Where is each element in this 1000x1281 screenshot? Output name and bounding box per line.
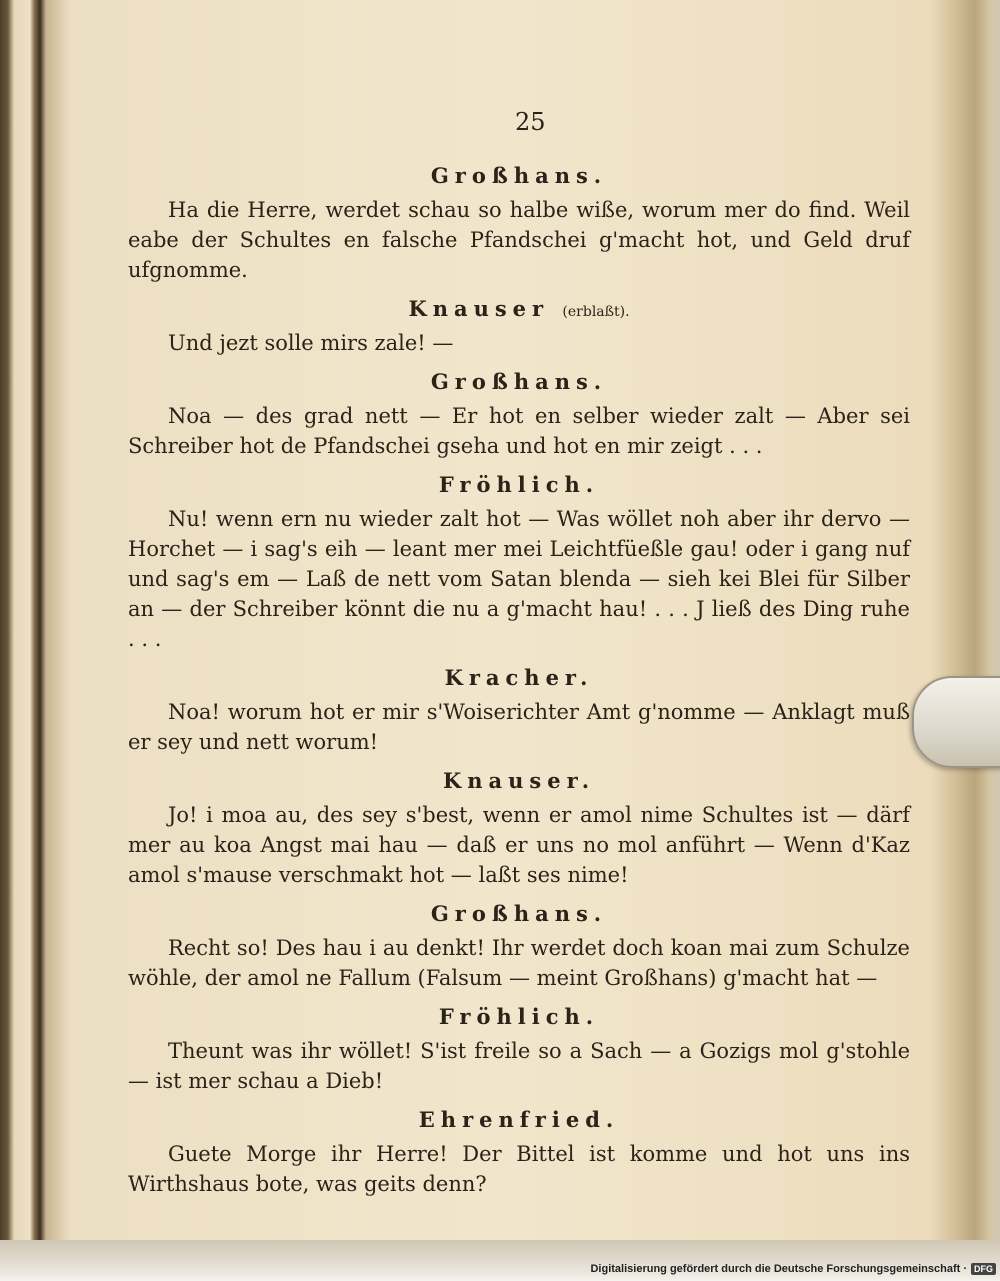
page-number: 25 [515, 108, 546, 136]
speech-text: Ha die Herre, werdet schau so halbe wiße, worum mer do find. Weil eabe der Schultes en falsche Pfandschei g'macht hot, und Geld druf ufgnomme. [128, 198, 910, 282]
speech-text: Jo! i moa au, des sey s'best, wenn er amol nime Schultes ist — därf mer au koa Angst mai hau — daß er uns no mol anführt — Wenn d'Kaz amol s'mause verschmakt hot — laßt ses nime! [128, 803, 910, 887]
dfg-logo: DFG [971, 1263, 996, 1275]
speech-text: Guete Morge ihr Herre! Der Bittel ist komme und hot uns ins Wirthshaus bote, was geits denn? [128, 1142, 910, 1196]
page-clip-tab [912, 676, 1000, 768]
speaker-name: Knauser (erblaßt). [408, 296, 630, 321]
speaker-name: Großhans. [430, 901, 608, 926]
speech-text: Theunt was ihr wöllet! S'ist freile so a Sach — a Gozigs mol g'stohle — ist mer schau a Dieb! [128, 1039, 910, 1093]
speech-text: Recht so! Des hau i au denkt! Ihr werdet doch koan mai zum Schulze wöhle, der amol ne Fallum (Falsum — meint Großhans) g'macht hat — [128, 936, 910, 990]
speaker-name: Ehrenfried. [418, 1107, 620, 1132]
speaker-name: Großhans. [430, 163, 608, 188]
speech-text: Und jezt solle mirs zale! — [168, 331, 454, 355]
dialogue-entry [128, 293, 910, 358]
speaker-name: Knauser. [442, 768, 596, 793]
speech-text: Noa! worum hot er mir s'Woiserichter Amt g'nomme — Anklagt muß er sey und nett worum! [128, 700, 910, 754]
dialogue-entry [128, 1104, 910, 1199]
dialogue-entry [128, 160, 910, 285]
dialogue-text [128, 160, 910, 1199]
speaker-name: Fröhlich. [438, 1004, 600, 1029]
dialogue-entry [128, 765, 910, 890]
speaker-name: Fröhlich. [438, 472, 600, 497]
footer-credit [590, 1263, 996, 1275]
speaker-name: Großhans. [430, 369, 608, 394]
dialogue-entry [128, 898, 910, 993]
dialogue-entry [128, 469, 910, 654]
dialogue-entry [128, 662, 910, 757]
dialogue-entry [128, 1001, 910, 1096]
dialogue-entry [128, 366, 910, 461]
funding-notice: Digitalisierung gefördert durch die Deutsche Forschungsgemeinschaft · [590, 1263, 967, 1275]
speaker-name: Kracher. [444, 665, 594, 690]
speech-text: Noa — des grad nett — Er hot en selber wieder zalt — Aber sei Schreiber hot de Pfandschei gseha und hot en mir zeigt . . . [128, 404, 910, 458]
speech-text: Nu! wenn ern nu wieder zalt hot — Was wöllet noh aber ihr dervo — Horchet — i sag's eih — leant mer mei Leichtfüeßle gau! oder i gang nuf und sag's em — Laß de nett vom Satan blenda — sieh kei Blei für Silber an — der Schreiber könnt die nu a g'macht hau! . . . J ließ des Ding ruhe . . . [128, 507, 910, 651]
